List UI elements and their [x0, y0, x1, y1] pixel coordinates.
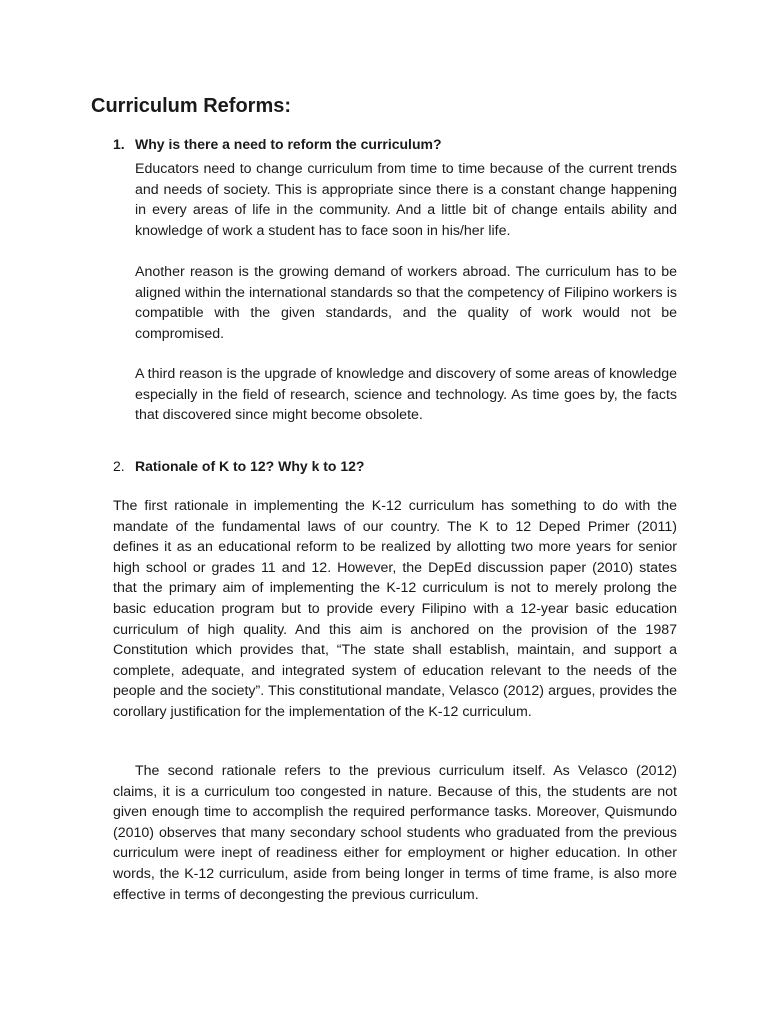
section-2-heading — [113, 456, 364, 476]
section-2-number: 2. — [113, 458, 125, 474]
section-2-paragraph-2: The second rationale refers to the previous curriculum itself. As Velasco (2012) claims, it is a curriculum too congested in nature. Because of this, the students are not given enough time to accomplish the required performance tasks. Moreover, Quismundo (2010) observes that many secondary school students who graduated from the previous curriculum were inept of readiness either for employment or higher education. In other words, the K-12 curriculum, aside from being longer in terms of time frame, is also more effective in terms of decongesting the previous curriculum. — [113, 763, 677, 903]
page-title: Curriculum Reforms: — [91, 95, 292, 117]
section-1-paragraph-3: A third reason is the upgrade of knowledge and discovery of some areas of knowledge especially in the field of research, science and technology. As time goes by, the facts that discovered since might become obsolete. — [135, 366, 677, 424]
section-2-heading-text: Rationale of K to 12? Why k to 12? — [135, 458, 365, 474]
section-1-heading-text: Why is there a need to reform the curriculum? — [135, 136, 442, 152]
section-1-heading — [113, 134, 442, 154]
section-1-paragraph-1: Educators need to change curriculum from time to time because of the current trends and needs of society. This is appropriate since there is a constant change happening in every areas of life in the community. And a little bit of change entails ability and knowledge of work a student has to face soon in his/her life. — [135, 161, 677, 239]
section-1-number: 1. — [113, 136, 125, 152]
section-1-paragraph-2: Another reason is the growing demand of workers abroad. The curriculum has to be aligned within the international standards so that the competency of Filipino workers is compatible with the given standards, and the quality of work would not be compromised. — [135, 264, 677, 342]
section-2-paragraph-1: The first rationale in implementing the K-12 curriculum has something to do with the mandate of the fundamental laws of our country. The K to 12 Deped Primer (2011) defines it as an educational reform to be realized by allotting two more years for senior high school or grades 11 and 12. However, the DepEd discussion paper (2010) states that the primary aim of implementing the K-12 curriculum is not to merely prolong the basic education program but to provide every Filipino with a 12-year basic education curriculum of high quality. And this aim is anchored on the provision of the 1987 Constitution which provides that, “The state shall establish, maintain, and support a complete, adequate, and integrated system of education relevant to the needs of the people and the society”. This constitutional mandate, Velasco (2012) argues, provides the corollary justification for the implementation of the K-12 curriculum. — [113, 498, 677, 720]
